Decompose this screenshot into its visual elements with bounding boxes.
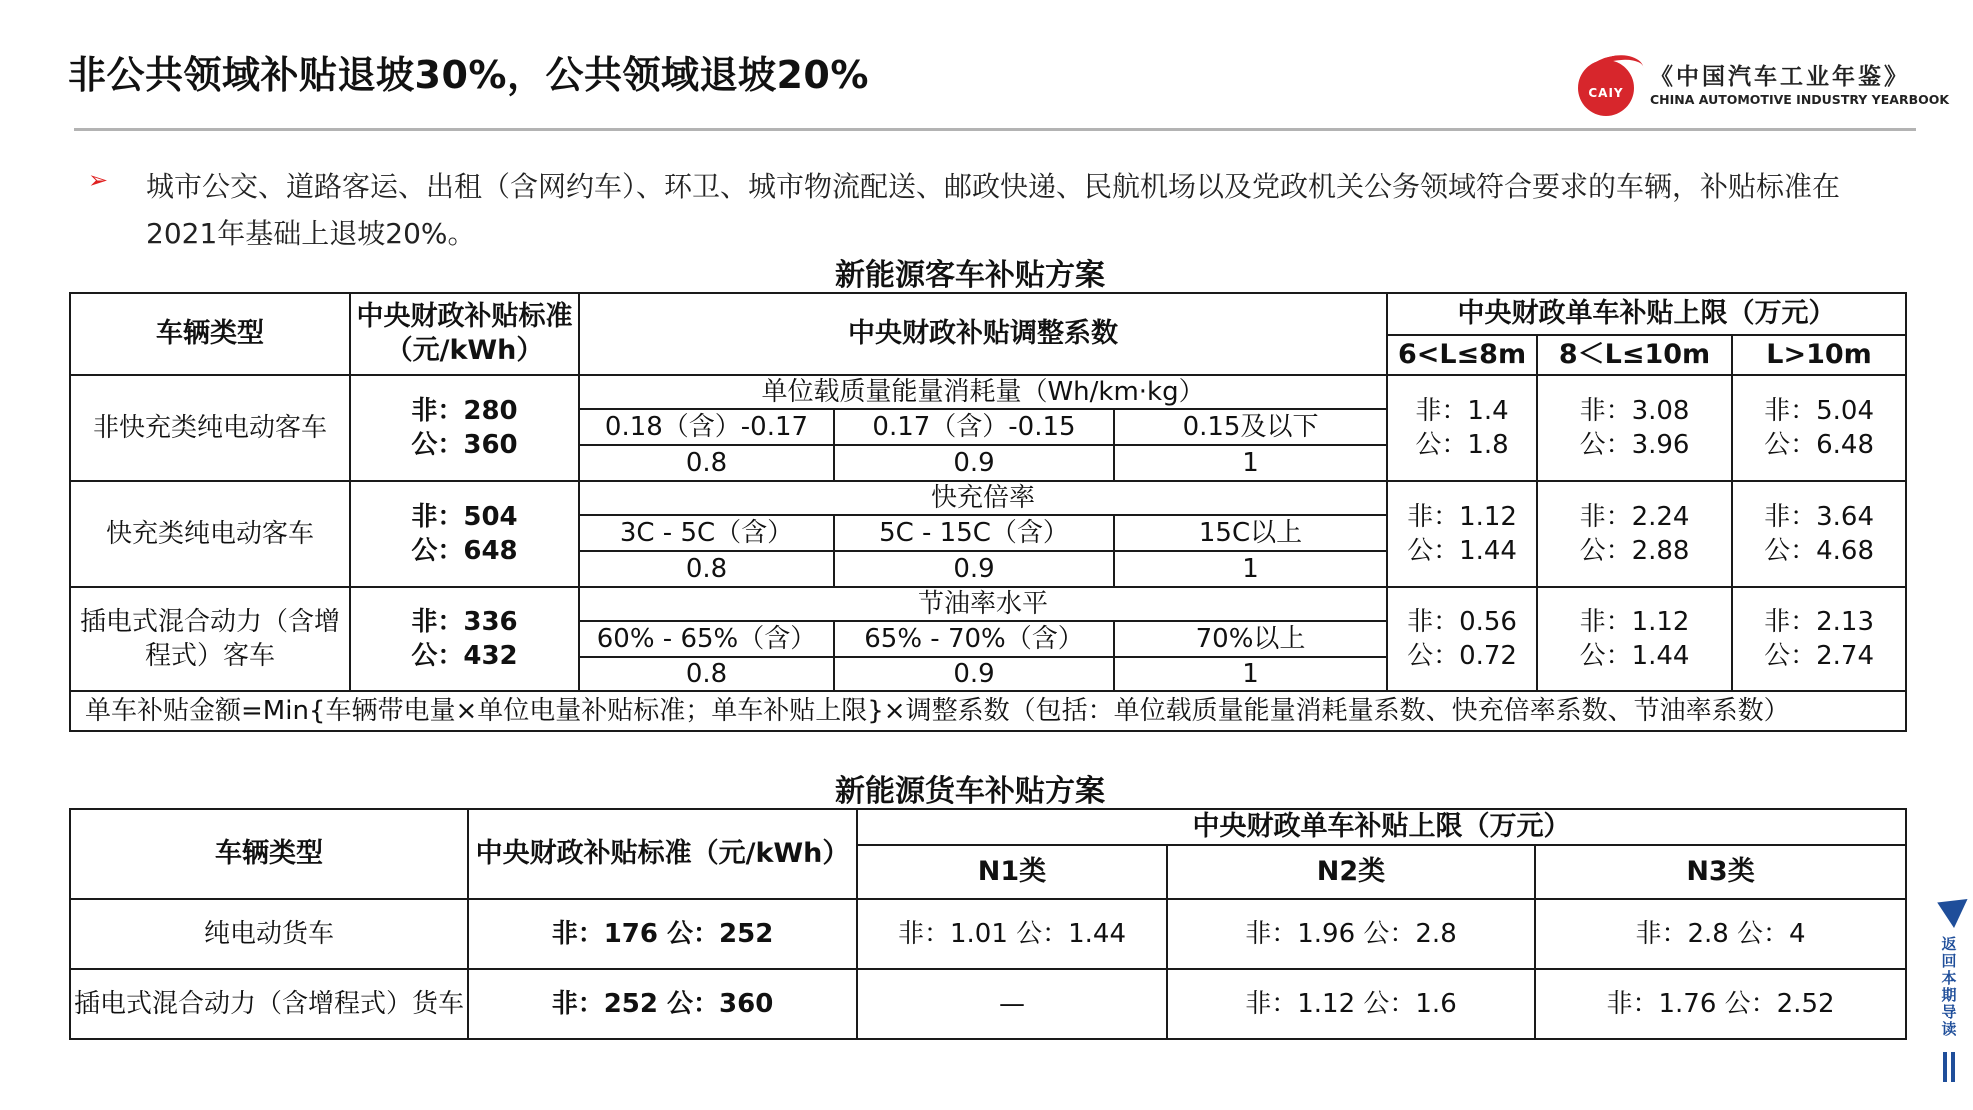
header-subsidy-standard: 中央财政补贴标准（元/kWh） xyxy=(468,809,857,899)
coefficient-metric: 快充倍率 xyxy=(579,481,1387,515)
header-length-6-8: 6<L≤8m xyxy=(1387,335,1537,375)
limit-public: 公：4.68 xyxy=(1764,536,1874,566)
bullet-arrow-icon: ➢ xyxy=(88,166,109,194)
limit-6-8 xyxy=(1387,375,1537,481)
back-to-guide-label: 返回本期导读 xyxy=(1939,936,1958,1038)
standard-public: 公：648 xyxy=(411,536,518,566)
limit-public: 公：2.74 xyxy=(1764,641,1874,671)
standard-non-public: 非：336 xyxy=(411,607,518,637)
coefficient-value: 1 xyxy=(1114,657,1387,691)
limit-non-public: 非：1.12 xyxy=(1407,502,1517,532)
coefficient-value: 0.8 xyxy=(579,551,834,587)
coefficient-value: 0.8 xyxy=(579,657,834,691)
truck-limit-n1: 非：1.01 公：1.44 xyxy=(857,899,1167,969)
limit-non-public: 非：0.56 xyxy=(1407,607,1517,637)
truck-subsidy-table xyxy=(69,808,1907,1040)
bus-subsidy-table xyxy=(69,292,1907,732)
return-arrow-icon xyxy=(1930,888,1967,928)
truck-table-caption: 新能源货车补贴方案 xyxy=(835,774,1105,809)
header-subsidy-standard: 中央财政补贴标准（元/kWh） xyxy=(350,293,579,375)
header-length-8-10: 8＜L≤10m xyxy=(1537,335,1732,375)
standard-public: 公：432 xyxy=(411,641,518,671)
limit-non-public: 非：3.64 xyxy=(1764,502,1874,532)
truck-row-type: 纯电动货车 xyxy=(70,899,468,969)
coefficient-value: 0.9 xyxy=(834,657,1114,691)
bus-row-type: 快充类纯电动客车 xyxy=(70,481,350,587)
page-title: 非公共领域补贴退坡30%，公共领域退坡20% xyxy=(68,53,869,97)
limit-non-public: 非：3.08 xyxy=(1579,396,1690,426)
coefficient-value: 1 xyxy=(1114,551,1387,587)
back-to-guide-button[interactable] xyxy=(1932,892,1966,1082)
limit-over-10 xyxy=(1732,587,1906,691)
limit-8-10 xyxy=(1537,375,1732,481)
coefficient-value: 1 xyxy=(1114,445,1387,481)
coefficient-metric: 节油率水平 xyxy=(579,587,1387,621)
pause-bars-icon xyxy=(1943,1052,1955,1082)
bus-table-caption: 新能源客车补贴方案 xyxy=(835,258,1105,293)
limit-public: 公：2.88 xyxy=(1579,536,1690,566)
limit-public: 公：0.72 xyxy=(1407,641,1517,671)
header-vehicle-type: 车辆类型 xyxy=(70,809,468,899)
bus-row-standard xyxy=(350,375,579,481)
coefficient-range: 0.15及以下 xyxy=(1114,409,1387,445)
limit-non-public: 非：2.13 xyxy=(1764,607,1874,637)
header-vehicle-type: 车辆类型 xyxy=(70,293,350,375)
limit-6-8 xyxy=(1387,481,1537,587)
standard-non-public: 非：504 xyxy=(411,502,518,532)
caiy-logo xyxy=(1578,56,1950,118)
limit-over-10 xyxy=(1732,375,1906,481)
standard-non-public: 非：280 xyxy=(411,396,518,426)
coefficient-range: 65% - 70%（含） xyxy=(834,621,1114,657)
coefficient-value: 0.8 xyxy=(579,445,834,481)
truck-limit-n1: — xyxy=(857,969,1167,1039)
title-divider xyxy=(74,128,1916,131)
limit-public: 公：1.44 xyxy=(1579,641,1690,671)
limit-public: 公：6.48 xyxy=(1764,430,1874,460)
header-subsidy-limit: 中央财政单车补贴上限（万元） xyxy=(1387,293,1906,335)
limit-public: 公：3.96 xyxy=(1579,430,1690,460)
header-subsidy-limit: 中央财政单车补贴上限（万元） xyxy=(857,809,1906,845)
limit-over-10 xyxy=(1732,481,1906,587)
bus-row-type: 非快充类纯电动客车 xyxy=(70,375,350,481)
coefficient-range: 0.17（含）-0.15 xyxy=(834,409,1114,445)
logo-cn-text: 《中国汽车工业年鉴》 xyxy=(1650,64,1910,90)
standard-public: 公：360 xyxy=(411,430,518,460)
coefficient-value: 0.9 xyxy=(834,445,1114,481)
header-length-over-10: L>10m xyxy=(1732,335,1906,375)
limit-public: 公：1.8 xyxy=(1415,430,1509,460)
logo-en-text: CHINA AUTOMOTIVE INDUSTRY YEARBOOK xyxy=(1650,92,1950,107)
bullet-text: 城市公交、道路客运、出租（含网约车）、环卫、城市物流配送、邮政快递、民航机场以及党政机关公务领域符合要求的车辆，补贴标准在2021年基础上退坡20%。 xyxy=(146,170,1841,250)
header-n1: N1类 xyxy=(857,845,1167,899)
limit-8-10 xyxy=(1537,481,1732,587)
limit-non-public: 非：1.4 xyxy=(1415,396,1509,426)
truck-limit-n2: 非：1.12 公：1.6 xyxy=(1167,969,1535,1039)
coefficient-range: 0.18（含）-0.17 xyxy=(579,409,834,445)
coefficient-range: 15C以上 xyxy=(1114,515,1387,551)
coefficient-range: 5C - 15C（含） xyxy=(834,515,1114,551)
truck-row-standard: 非：252 公：360 xyxy=(468,969,857,1039)
truck-limit-n3: 非：2.8 公：4 xyxy=(1535,899,1906,969)
limit-6-8 xyxy=(1387,587,1537,691)
coefficient-range: 3C - 5C（含） xyxy=(579,515,834,551)
limit-non-public: 非：1.12 xyxy=(1579,607,1690,637)
subsidy-formula: 单车补贴金额=Min{车辆带电量×单位电量补贴标准；单车补贴上限}×调整系数（包括：单位载质量能量消耗量系数、快充倍率系数、节油率系数） xyxy=(70,691,1906,731)
truck-limit-n2: 非：1.96 公：2.8 xyxy=(1167,899,1535,969)
coefficient-metric: 单位载质量能量消耗量（Wh/km·kg） xyxy=(579,375,1387,409)
logo-abbr: CAIY xyxy=(1588,86,1624,100)
coefficient-range: 60% - 65%（含） xyxy=(579,621,834,657)
limit-non-public: 非：5.04 xyxy=(1764,396,1874,426)
header-n3: N3类 xyxy=(1535,845,1906,899)
coefficient-range: 70%以上 xyxy=(1114,621,1387,657)
bus-row-type: 插电式混合动力（含增程式）客车 xyxy=(70,587,350,691)
header-adjust-coefficient: 中央财政补贴调整系数 xyxy=(579,293,1387,375)
truck-limit-n3: 非：1.76 公：2.52 xyxy=(1535,969,1906,1039)
bus-row-standard xyxy=(350,587,579,691)
bus-row-standard xyxy=(350,481,579,587)
truck-row-type: 插电式混合动力（含增程式）货车 xyxy=(70,969,468,1039)
limit-8-10 xyxy=(1537,587,1732,691)
limit-public: 公：1.44 xyxy=(1407,536,1517,566)
limit-non-public: 非：2.24 xyxy=(1579,502,1690,532)
header-n2: N2类 xyxy=(1167,845,1535,899)
coefficient-value: 0.9 xyxy=(834,551,1114,587)
truck-row-standard: 非：176 公：252 xyxy=(468,899,857,969)
